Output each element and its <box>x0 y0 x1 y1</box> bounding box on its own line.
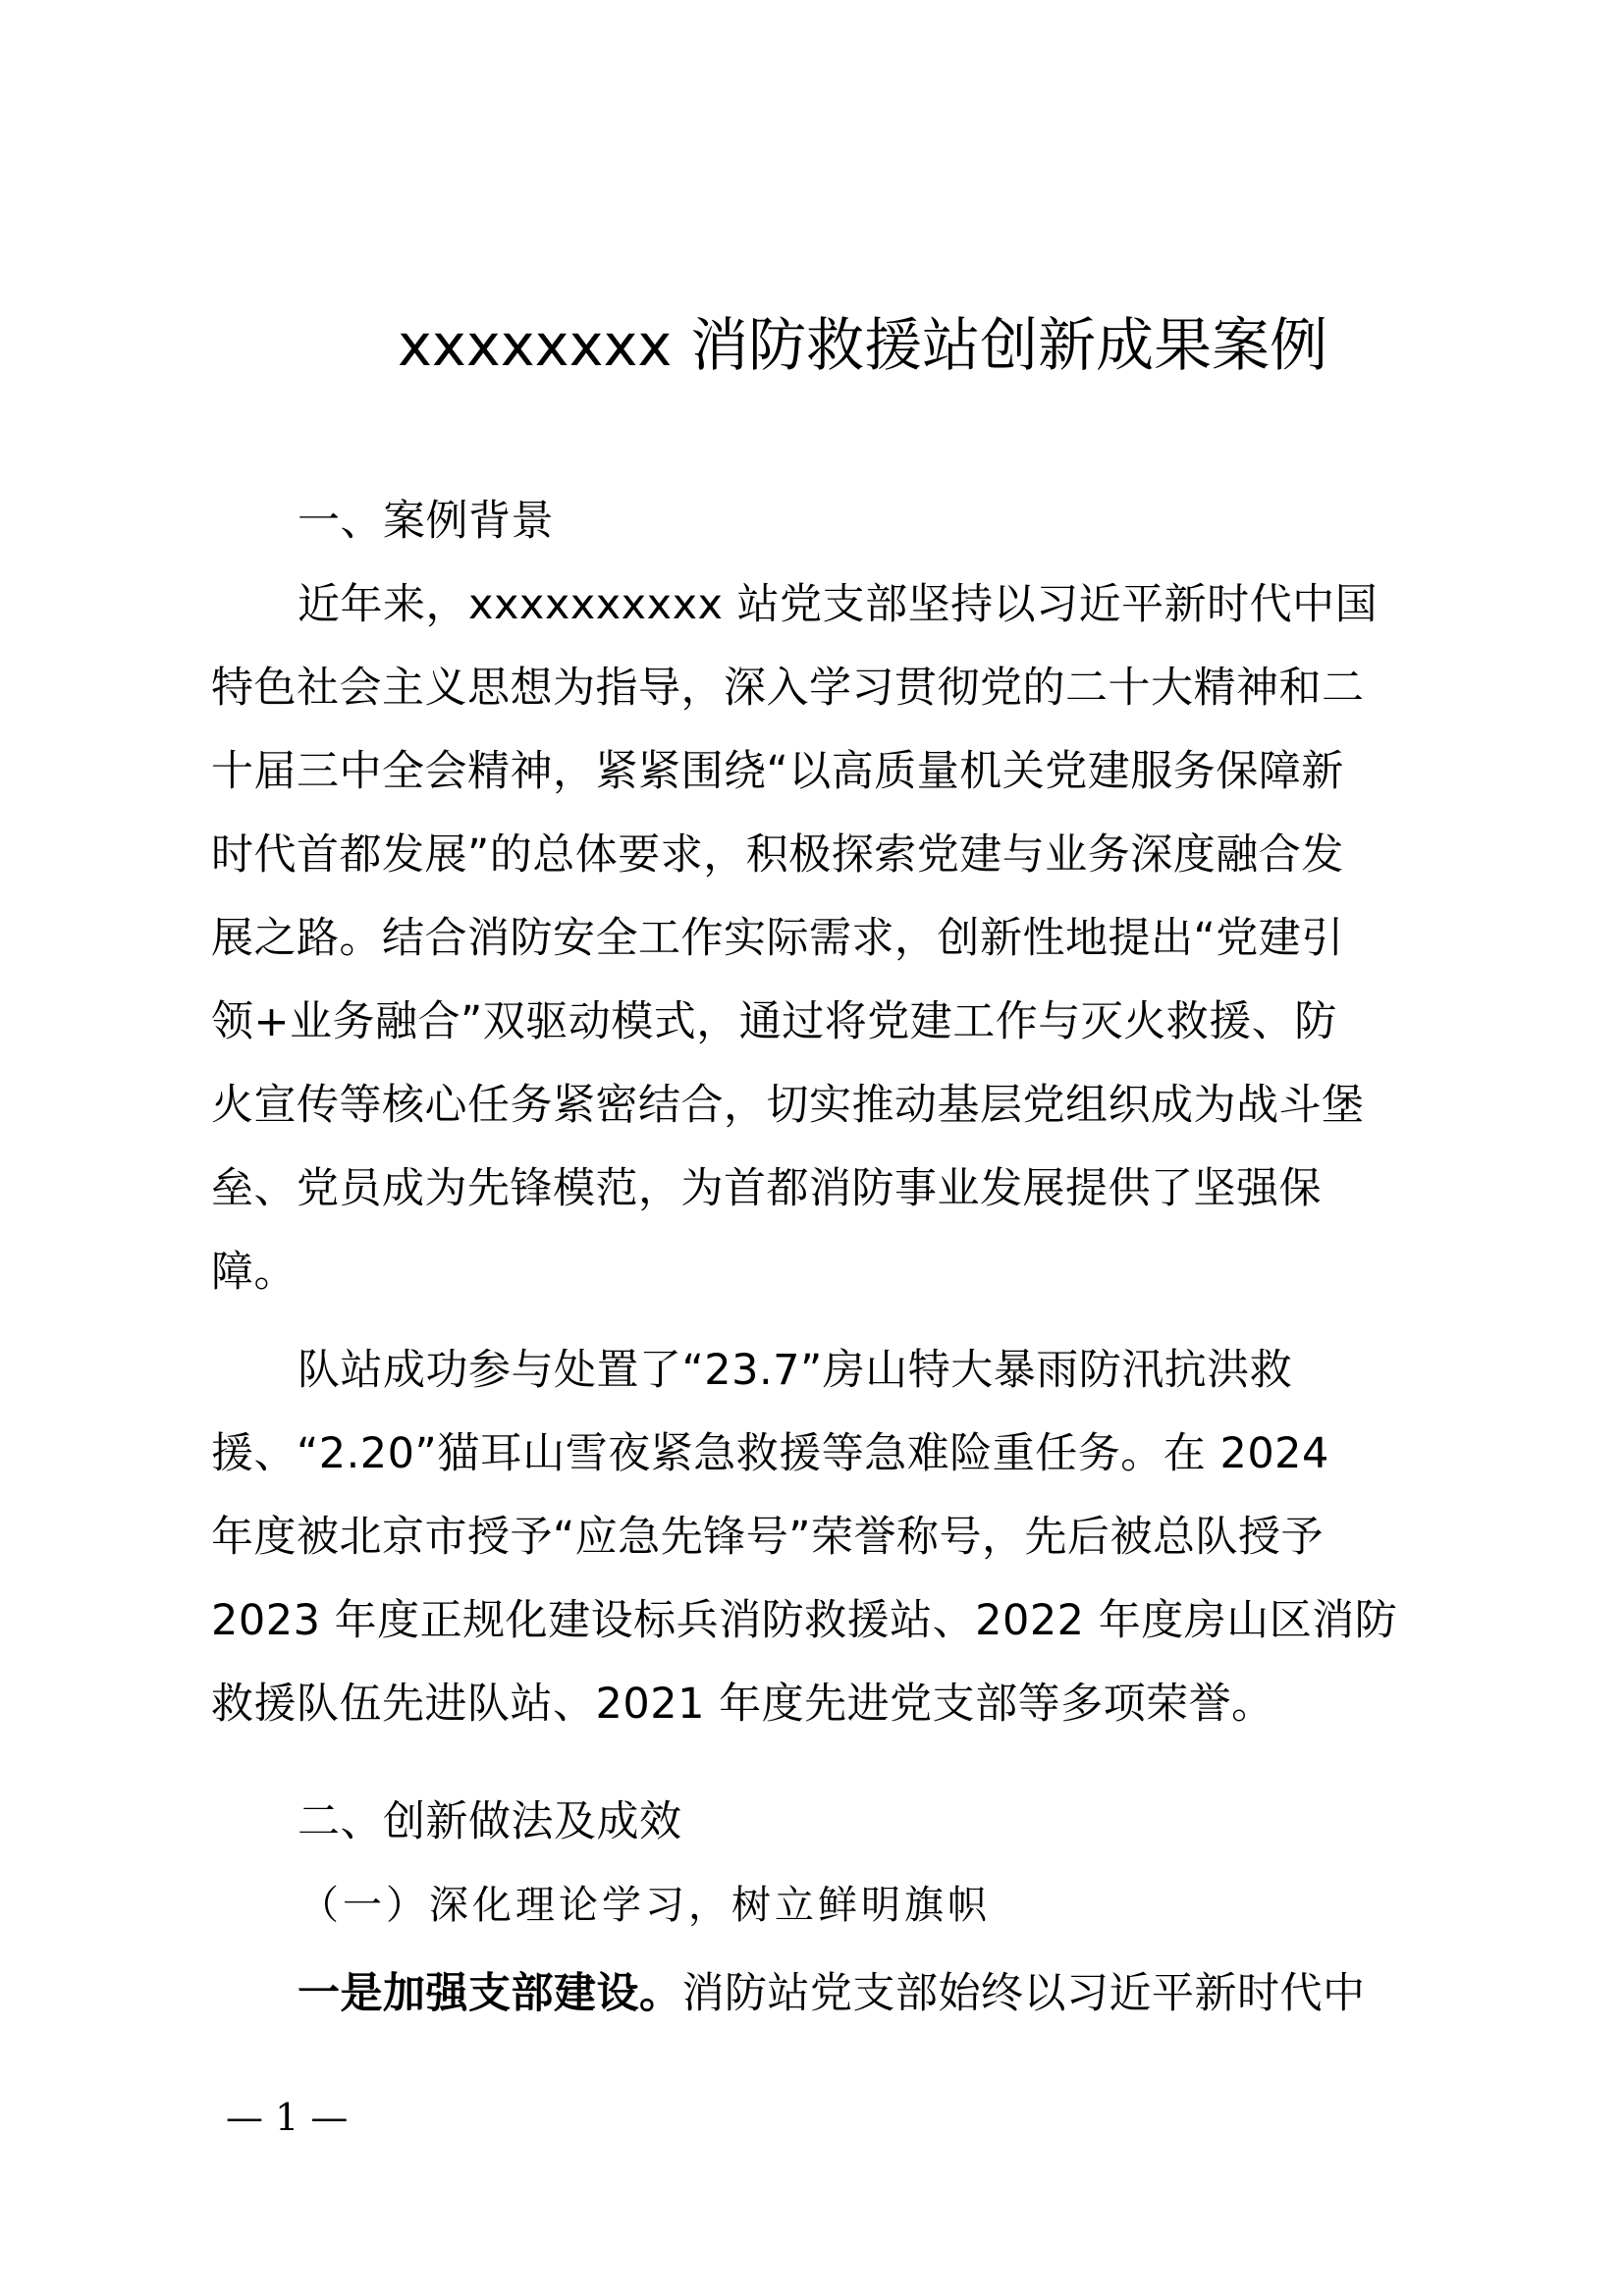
subsection-heading: （一）深化理论学习，树立鲜明旗帜 <box>299 1883 991 1928</box>
paragraph-line: 领+业务融合”双驱动模式，通过将党建工作与灭火救援、防 <box>211 997 1337 1046</box>
paragraph-lead-rest: 消防站党支部始终以习近平新时代中 <box>681 1969 1366 2018</box>
paragraph-line: 特色社会主义思想为指导，深入学习贯彻党的二十大精神和二 <box>211 664 1365 713</box>
paragraph-line: 援、“2.20”猫耳山雪夜紧急救援等急难险重任务。在 2024 <box>211 1429 1329 1478</box>
paragraph-line: 年度被北京市授予“应急先锋号”荣誉称号，先后被总队授予 <box>211 1513 1325 1562</box>
section-heading-innovation: 二、创新做法及成效 <box>298 1797 682 1846</box>
paragraph-line: 展之路。结合消防安全工作实际需求，创新性地提出“党建引 <box>211 914 1344 963</box>
paragraph-line: 垒、党员成为先锋模范，为首都消防事业发展提供了坚强保 <box>211 1164 1322 1213</box>
paragraph-line: 时代首都发展”的总体要求，积极探索党建与业务深度融合发 <box>211 830 1344 880</box>
paragraph-line: 十届三中全会精神，紧紧围绕“以高质量机关党建服务保障新 <box>211 747 1344 796</box>
paragraph-lead-bold: 一是加强支部建设。 <box>298 1969 682 2018</box>
paragraph-line: 近年来，xxxxxxxxxx 站党支部坚持以习近平新时代中国 <box>298 580 1379 629</box>
section-heading-background: 一、案例背景 <box>298 497 554 546</box>
document-title: xxxxxxxx 消防救援站创新成果案例 <box>398 311 1328 379</box>
paragraph-line: 队站成功参与处置了“23.7”房山特大暴雨防汛抗洪救 <box>298 1346 1293 1395</box>
paragraph-line: 2023 年度正规化建设标兵消防救援站、2022 年度房山区消防 <box>211 1596 1398 1645</box>
paragraph-line: 障。 <box>211 1248 297 1297</box>
paragraph-line: 火宣传等核心任务紧密结合，切实推动基层党组织成为战斗堡 <box>211 1081 1365 1130</box>
paragraph-line: 救援队伍先进队站、2021 年度先进党支部等多项荣誉。 <box>211 1680 1274 1729</box>
page-number: — 1 — <box>226 2096 349 2139</box>
paragraph-line <box>298 1964 1366 2023</box>
